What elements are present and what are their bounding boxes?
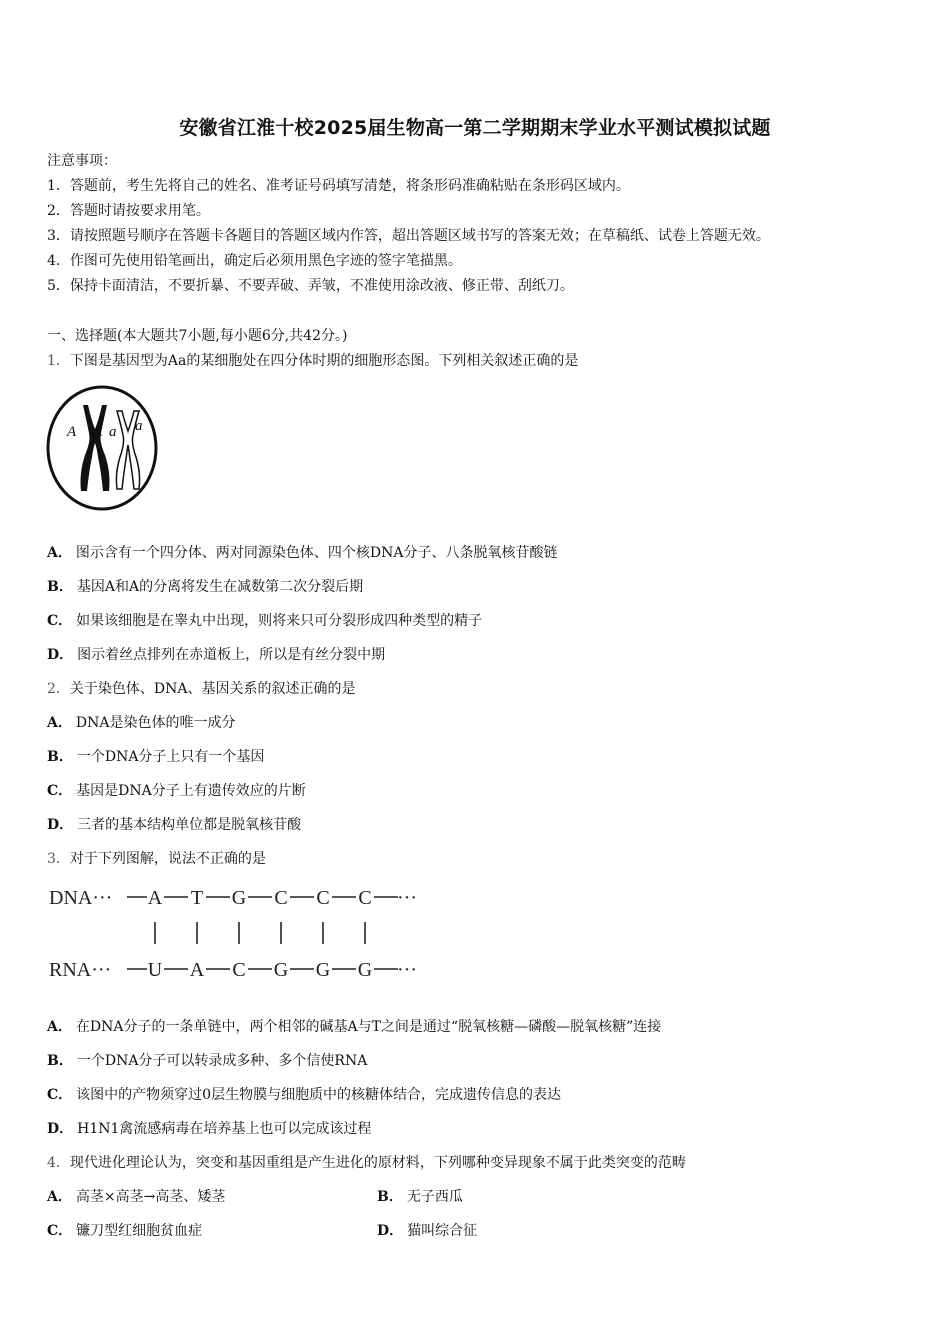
option-a[interactable]: A． 图示含有一个四分体、两对同源染色体、四个核DNA分子、八条脱氧核苷酸链 [47,545,558,561]
option-d[interactable]: D． 猫叫综合征 [377,1223,478,1239]
question-2-stem: 2．关于染色体、DNA、基因关系的叙述正确的是 [47,681,356,697]
dna-base: A [147,887,163,909]
rna-base: A [189,959,205,981]
question-3-stem: 3．对于下列图解，说法不正确的是 [47,851,266,867]
option-d[interactable]: D． H1N1禽流感病毒在培养基上也可以完成该过程 [47,1121,372,1137]
dna-base: C [274,887,288,909]
gene-label: A [67,424,77,440]
notice-item: 3．请按照题号顺序在答题卡各题目的答题区域内作答，超出答题区域书写的答案无效；在草稿纸、试卷上答题无效。 [47,228,770,244]
dna-base: C [358,887,372,909]
option-a[interactable]: A． 高茎×高茎→高茎、矮茎 [47,1189,226,1205]
option-a[interactable]: A． 在DNA分子的一条单链中，两个相邻的碱基A与T之间是通过“脱氧核糖—磷酸—脱氧核糖”连接 [47,1019,662,1035]
question-1-stem: 1．下图是基因型为Aa的某细胞处在四分体时期的细胞形态图。下列相关叙述正确的是 [47,353,579,369]
option-a[interactable]: A． DNA是染色体的唯一成分 [47,715,236,731]
rna-base: G [357,959,373,981]
chromosome-dark [81,405,110,491]
rna-base: G [315,959,331,981]
base-pair-bonds [155,922,365,944]
section-heading: 一、选择题(本大题共7小题,每小题6分,共42分。) [47,328,348,344]
dna-base: T [190,887,204,909]
question-number: 3． [47,851,70,867]
rna-base: U [147,959,163,981]
dna-strand [127,887,417,909]
transcription-figure [47,880,447,985]
notice-item: 4．作图可先使用铅笔画出，确定后必须用黑色字迹的签字笔描黑。 [47,253,462,269]
notice-heading: 注意事项： [47,153,117,169]
option-c[interactable]: C． 镰刀型红细胞贫血症 [47,1223,203,1239]
gene-label: A [93,424,103,440]
gene-label: a [109,424,117,440]
dna-strand-label: DNA··· [49,887,113,909]
notice-item: 5．保持卡面清洁，不要折暴、不要弄破、弄皱，不准使用涂改液、修正带、刮纸刀。 [47,278,574,294]
dna-ellipsis: ··· [397,887,417,909]
gene-label: a [135,418,143,434]
question-4-stem: 4．现代进化理论认为，突变和基因重组是产生进化的原材料，下列哪种变异现象不属于此类突变的范畴 [47,1155,686,1171]
rna-strand-label: RNA··· [49,959,112,981]
rna-base: C [232,959,246,981]
option-d[interactable]: D． 三者的基本结构单位都是脱氧核苷酸 [47,817,302,833]
option-b[interactable]: B． 无子西瓜 [377,1189,463,1205]
rna-base: G [273,959,289,981]
option-b[interactable]: B． 一个DNA分子上只有一个基因 [47,749,265,765]
rna-strand [127,959,417,981]
notice-item: 2．答题时请按要求用笔。 [47,203,210,219]
dna-base: C [316,887,330,909]
rna-ellipsis: ··· [397,959,417,981]
option-d[interactable]: D． 图示着丝点排列在赤道板上，所以是有丝分裂中期 [47,647,386,663]
question-number: 1． [47,353,70,369]
question-number: 4． [47,1155,70,1171]
option-c[interactable]: C． 该图中的产物须穿过0层生物膜与细胞质中的核糖体结合，完成遗传信息的表达 [47,1087,562,1103]
dna-base: G [231,887,247,909]
option-b[interactable]: B． 基因A和A的分离将发生在减数第二次分裂后期 [47,579,364,595]
tetrad-cell-figure [45,383,160,513]
option-c[interactable]: C． 如果该细胞是在睾丸中出现，则将来只可分裂形成四种类型的精子 [47,613,483,629]
notice-item: 1．答题前，考生先将自己的姓名、准考证号码填写清楚，将条形码准确粘贴在条形码区域内。 [47,178,630,194]
option-b[interactable]: B． 一个DNA分子可以转录成多种、多个信使RNA [47,1053,368,1069]
option-c[interactable]: C． 基因是DNA分子上有遗传效应的片断 [47,783,306,799]
question-number: 2． [47,681,70,697]
page-title: 安徽省江淮十校2025届生物高一第二学期期末学业水平测试模拟试题 [179,117,771,139]
